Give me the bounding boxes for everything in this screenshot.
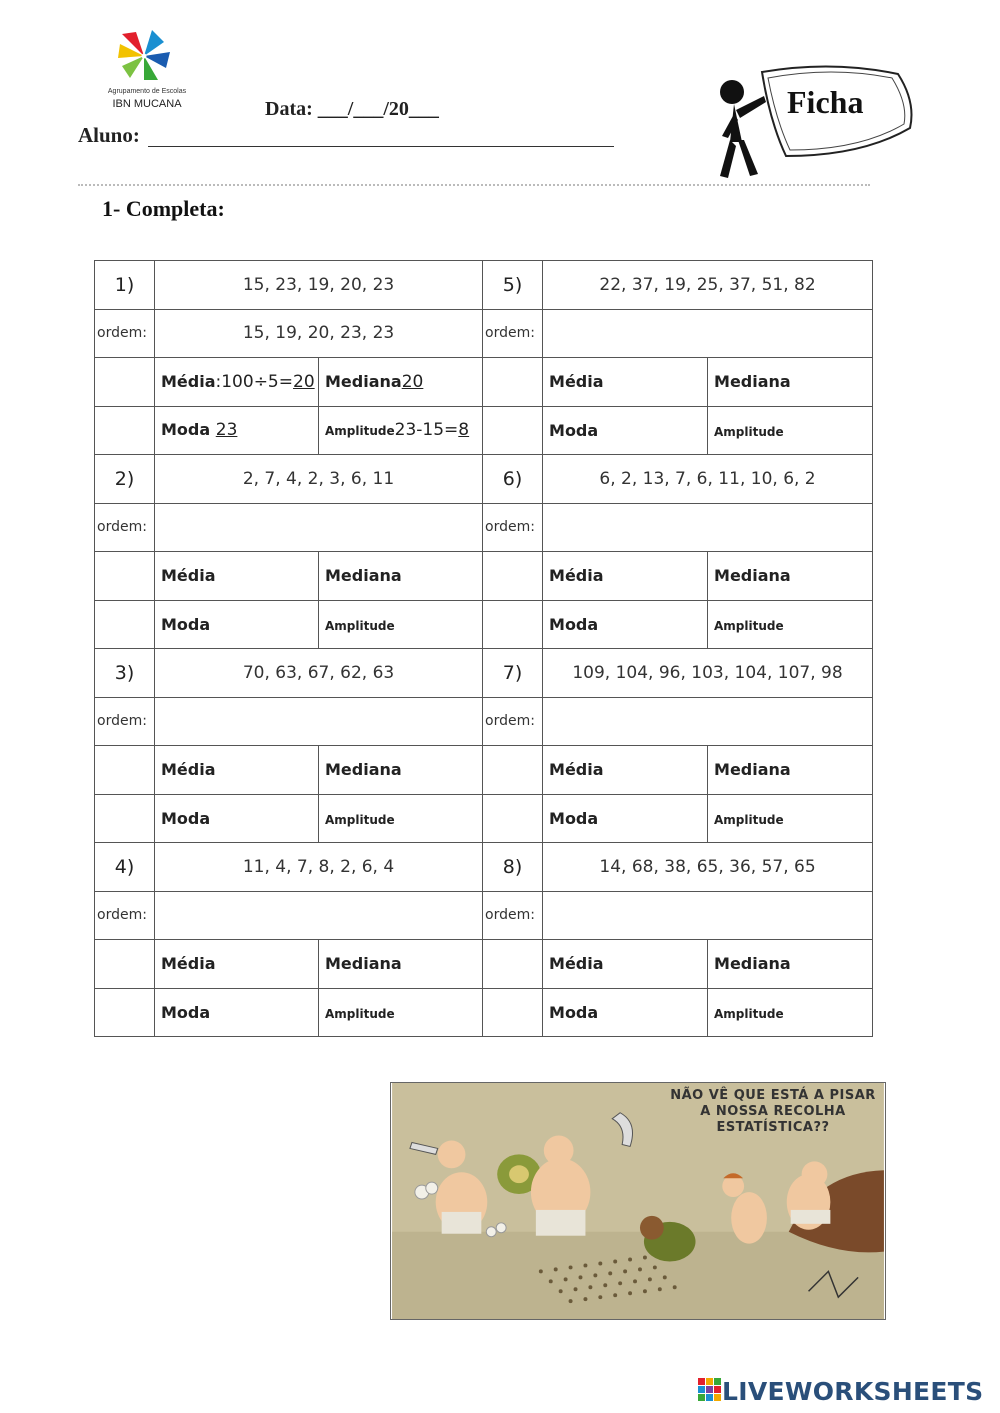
mediana-label: Mediana bbox=[325, 371, 402, 391]
media-cell[interactable] bbox=[543, 552, 708, 601]
table-row bbox=[95, 940, 873, 989]
empty-cell bbox=[95, 988, 155, 1037]
problem-data: 22, 37, 19, 25, 37, 51, 82 bbox=[543, 261, 873, 310]
table-row bbox=[95, 406, 873, 455]
problem-number: 4) bbox=[95, 843, 155, 892]
amplitude-cell[interactable] bbox=[708, 600, 873, 649]
problem-number: 2) bbox=[95, 455, 155, 504]
table-row bbox=[95, 261, 873, 310]
moda-label: Moda bbox=[161, 808, 211, 828]
mediana-cell[interactable] bbox=[319, 552, 483, 601]
mediana-label: Mediana bbox=[714, 566, 791, 586]
moda-cell[interactable] bbox=[543, 988, 708, 1037]
empty-cell bbox=[483, 600, 543, 649]
empty-cell bbox=[95, 600, 155, 649]
empty-cell bbox=[95, 552, 155, 601]
empty-cell bbox=[95, 358, 155, 407]
mediana-label: Mediana bbox=[714, 954, 791, 974]
amplitude-cell[interactable] bbox=[319, 600, 483, 649]
media-cell[interactable] bbox=[543, 358, 708, 407]
moda-label: Moda bbox=[549, 1002, 599, 1022]
media-label: Média bbox=[161, 760, 216, 780]
amplitude-cell[interactable] bbox=[319, 406, 483, 455]
mediana-cell[interactable] bbox=[708, 746, 873, 795]
cartoon-speech: NÃO VÊ QUE ESTÁ A PISAR A NOSSA RECOLHA ESTATÍSTICA?? bbox=[670, 1088, 876, 1135]
table-row bbox=[95, 697, 873, 746]
empty-cell bbox=[95, 794, 155, 843]
mediana-label: Mediana bbox=[325, 760, 402, 780]
table-row bbox=[95, 988, 873, 1037]
empty-cell bbox=[95, 746, 155, 795]
empty-cell bbox=[95, 940, 155, 989]
ordem-answer[interactable] bbox=[543, 309, 873, 358]
empty-cell bbox=[483, 746, 543, 795]
amplitude-label: Amplitude bbox=[325, 424, 395, 439]
media-cell[interactable] bbox=[543, 940, 708, 989]
amplitude-label: Amplitude bbox=[714, 424, 784, 439]
moda-cell[interactable] bbox=[155, 794, 319, 843]
liveworksheets-brand[interactable]: LIVEWORKSHEETS bbox=[722, 1377, 984, 1406]
media-result: 20 bbox=[293, 371, 315, 392]
ordem-label: ordem: bbox=[483, 697, 543, 746]
ordem-label: ordem: bbox=[483, 503, 543, 552]
table-row bbox=[95, 649, 873, 698]
amplitude-label: Amplitude bbox=[714, 618, 784, 633]
moda-cell[interactable] bbox=[155, 406, 319, 455]
exercise-title: 1- Completa: bbox=[102, 196, 225, 221]
statistics-table bbox=[94, 260, 873, 1037]
amplitude-cell[interactable] bbox=[319, 794, 483, 843]
problem-data: 11, 4, 7, 8, 2, 6, 4 bbox=[155, 843, 483, 892]
moda-cell[interactable] bbox=[543, 794, 708, 843]
media-cell[interactable] bbox=[155, 552, 319, 601]
ordem-label: ordem: bbox=[95, 309, 155, 358]
amplitude-label: Amplitude bbox=[714, 812, 784, 827]
amplitude-label: Amplitude bbox=[325, 1006, 395, 1021]
liveworksheets-logo-icon bbox=[698, 1378, 722, 1404]
problem-data: 14, 68, 38, 65, 36, 57, 65 bbox=[543, 843, 873, 892]
moda-cell[interactable] bbox=[543, 406, 708, 455]
mediana-cell[interactable] bbox=[319, 358, 483, 407]
ordem-label: ordem: bbox=[95, 891, 155, 940]
problem-number: 1) bbox=[95, 261, 155, 310]
moda-label: Moda bbox=[549, 808, 599, 828]
problem-data: 6, 2, 13, 7, 6, 11, 10, 6, 2 bbox=[543, 455, 873, 504]
ordem-answer[interactable] bbox=[155, 503, 483, 552]
moda-label: Moda bbox=[549, 614, 599, 634]
ordem-answer[interactable] bbox=[543, 503, 873, 552]
media-label: Média bbox=[549, 372, 604, 392]
school-name: IBN MUCANA bbox=[112, 98, 182, 110]
amplitude-label: Amplitude bbox=[714, 1006, 784, 1021]
media-label: Média bbox=[161, 371, 216, 391]
table-row bbox=[95, 455, 873, 504]
header-divider bbox=[78, 184, 870, 186]
table-row bbox=[95, 503, 873, 552]
amplitude-label: Amplitude bbox=[325, 812, 395, 827]
date-field: Data: ___/___/20___ bbox=[265, 98, 439, 120]
amplitude-label: Amplitude bbox=[325, 618, 395, 633]
empty-cell bbox=[483, 794, 543, 843]
mediana-label: Mediana bbox=[714, 760, 791, 780]
empty-cell bbox=[483, 940, 543, 989]
empty-cell bbox=[483, 988, 543, 1037]
mediana-cell[interactable] bbox=[319, 940, 483, 989]
amplitude-cell[interactable] bbox=[708, 988, 873, 1037]
table-row bbox=[95, 746, 873, 795]
amplitude-cell[interactable] bbox=[319, 988, 483, 1037]
problem-number: 7) bbox=[483, 649, 543, 698]
media-work: :100÷5= bbox=[215, 371, 293, 392]
moda-cell[interactable] bbox=[155, 988, 319, 1037]
problem-number: 8) bbox=[483, 843, 543, 892]
mediana-label: Mediana bbox=[714, 372, 791, 392]
problem-number: 3) bbox=[95, 649, 155, 698]
table-row bbox=[95, 309, 873, 358]
problem-data: 70, 63, 67, 62, 63 bbox=[155, 649, 483, 698]
empty-cell bbox=[483, 406, 543, 455]
mediana-cell[interactable] bbox=[319, 746, 483, 795]
table-row bbox=[95, 891, 873, 940]
ordem-answer[interactable]: 15, 19, 20, 23, 23 bbox=[155, 309, 483, 358]
moda-label: Moda bbox=[161, 614, 211, 634]
table-row bbox=[95, 600, 873, 649]
ficha-badge-label: Ficha bbox=[787, 84, 864, 120]
empty-cell bbox=[483, 552, 543, 601]
media-label: Média bbox=[161, 566, 216, 586]
moda-result: 23 bbox=[215, 420, 238, 441]
mediana-cell[interactable] bbox=[708, 358, 873, 407]
media-cell[interactable] bbox=[155, 940, 319, 989]
media-label: Média bbox=[161, 954, 216, 974]
mediana-result: 20 bbox=[401, 371, 424, 392]
ordem-label: ordem: bbox=[483, 891, 543, 940]
moda-cell[interactable] bbox=[155, 600, 319, 649]
ordem-label: ordem: bbox=[483, 309, 543, 358]
ordem-answer[interactable] bbox=[155, 891, 483, 940]
moda-label: Moda bbox=[549, 420, 599, 440]
amplitude-cell[interactable] bbox=[708, 794, 873, 843]
amplitude-result: 8 bbox=[458, 420, 470, 441]
problem-number: 6) bbox=[483, 455, 543, 504]
problem-data: 109, 104, 96, 103, 104, 107, 98 bbox=[543, 649, 873, 698]
media-label: Média bbox=[549, 566, 604, 586]
ordem-answer[interactable] bbox=[543, 697, 873, 746]
media-cell[interactable] bbox=[155, 746, 319, 795]
mediana-label: Mediana bbox=[325, 566, 402, 586]
moda-label: Moda bbox=[161, 1002, 211, 1022]
empty-cell bbox=[95, 406, 155, 455]
problem-data: 2, 7, 4, 2, 3, 6, 11 bbox=[155, 455, 483, 504]
media-label: Média bbox=[549, 760, 604, 780]
ordem-answer[interactable] bbox=[155, 697, 483, 746]
media-label: Média bbox=[549, 954, 604, 974]
table-row bbox=[95, 552, 873, 601]
moda-label: Moda bbox=[161, 420, 211, 440]
ordem-label: ordem: bbox=[95, 697, 155, 746]
moda-cell[interactable] bbox=[543, 600, 708, 649]
amplitude-cell[interactable] bbox=[708, 406, 873, 455]
problem-number: 5) bbox=[483, 261, 543, 310]
table-row bbox=[95, 843, 873, 892]
mediana-cell[interactable] bbox=[708, 940, 873, 989]
table-row bbox=[95, 358, 873, 407]
ordem-answer[interactable] bbox=[543, 891, 873, 940]
mediana-label: Mediana bbox=[325, 954, 402, 974]
problem-data: 15, 23, 19, 20, 23 bbox=[155, 261, 483, 310]
student-label: Aluno: bbox=[78, 123, 140, 147]
media-cell[interactable] bbox=[155, 358, 319, 407]
mediana-cell[interactable] bbox=[708, 552, 873, 601]
media-cell[interactable] bbox=[543, 746, 708, 795]
table-row bbox=[95, 794, 873, 843]
student-name-line bbox=[148, 146, 614, 147]
amplitude-work: 23-15= bbox=[394, 420, 459, 441]
school-org: Agrupamento de Escolas bbox=[107, 88, 187, 95]
ordem-label: ordem: bbox=[95, 503, 155, 552]
empty-cell bbox=[483, 358, 543, 407]
